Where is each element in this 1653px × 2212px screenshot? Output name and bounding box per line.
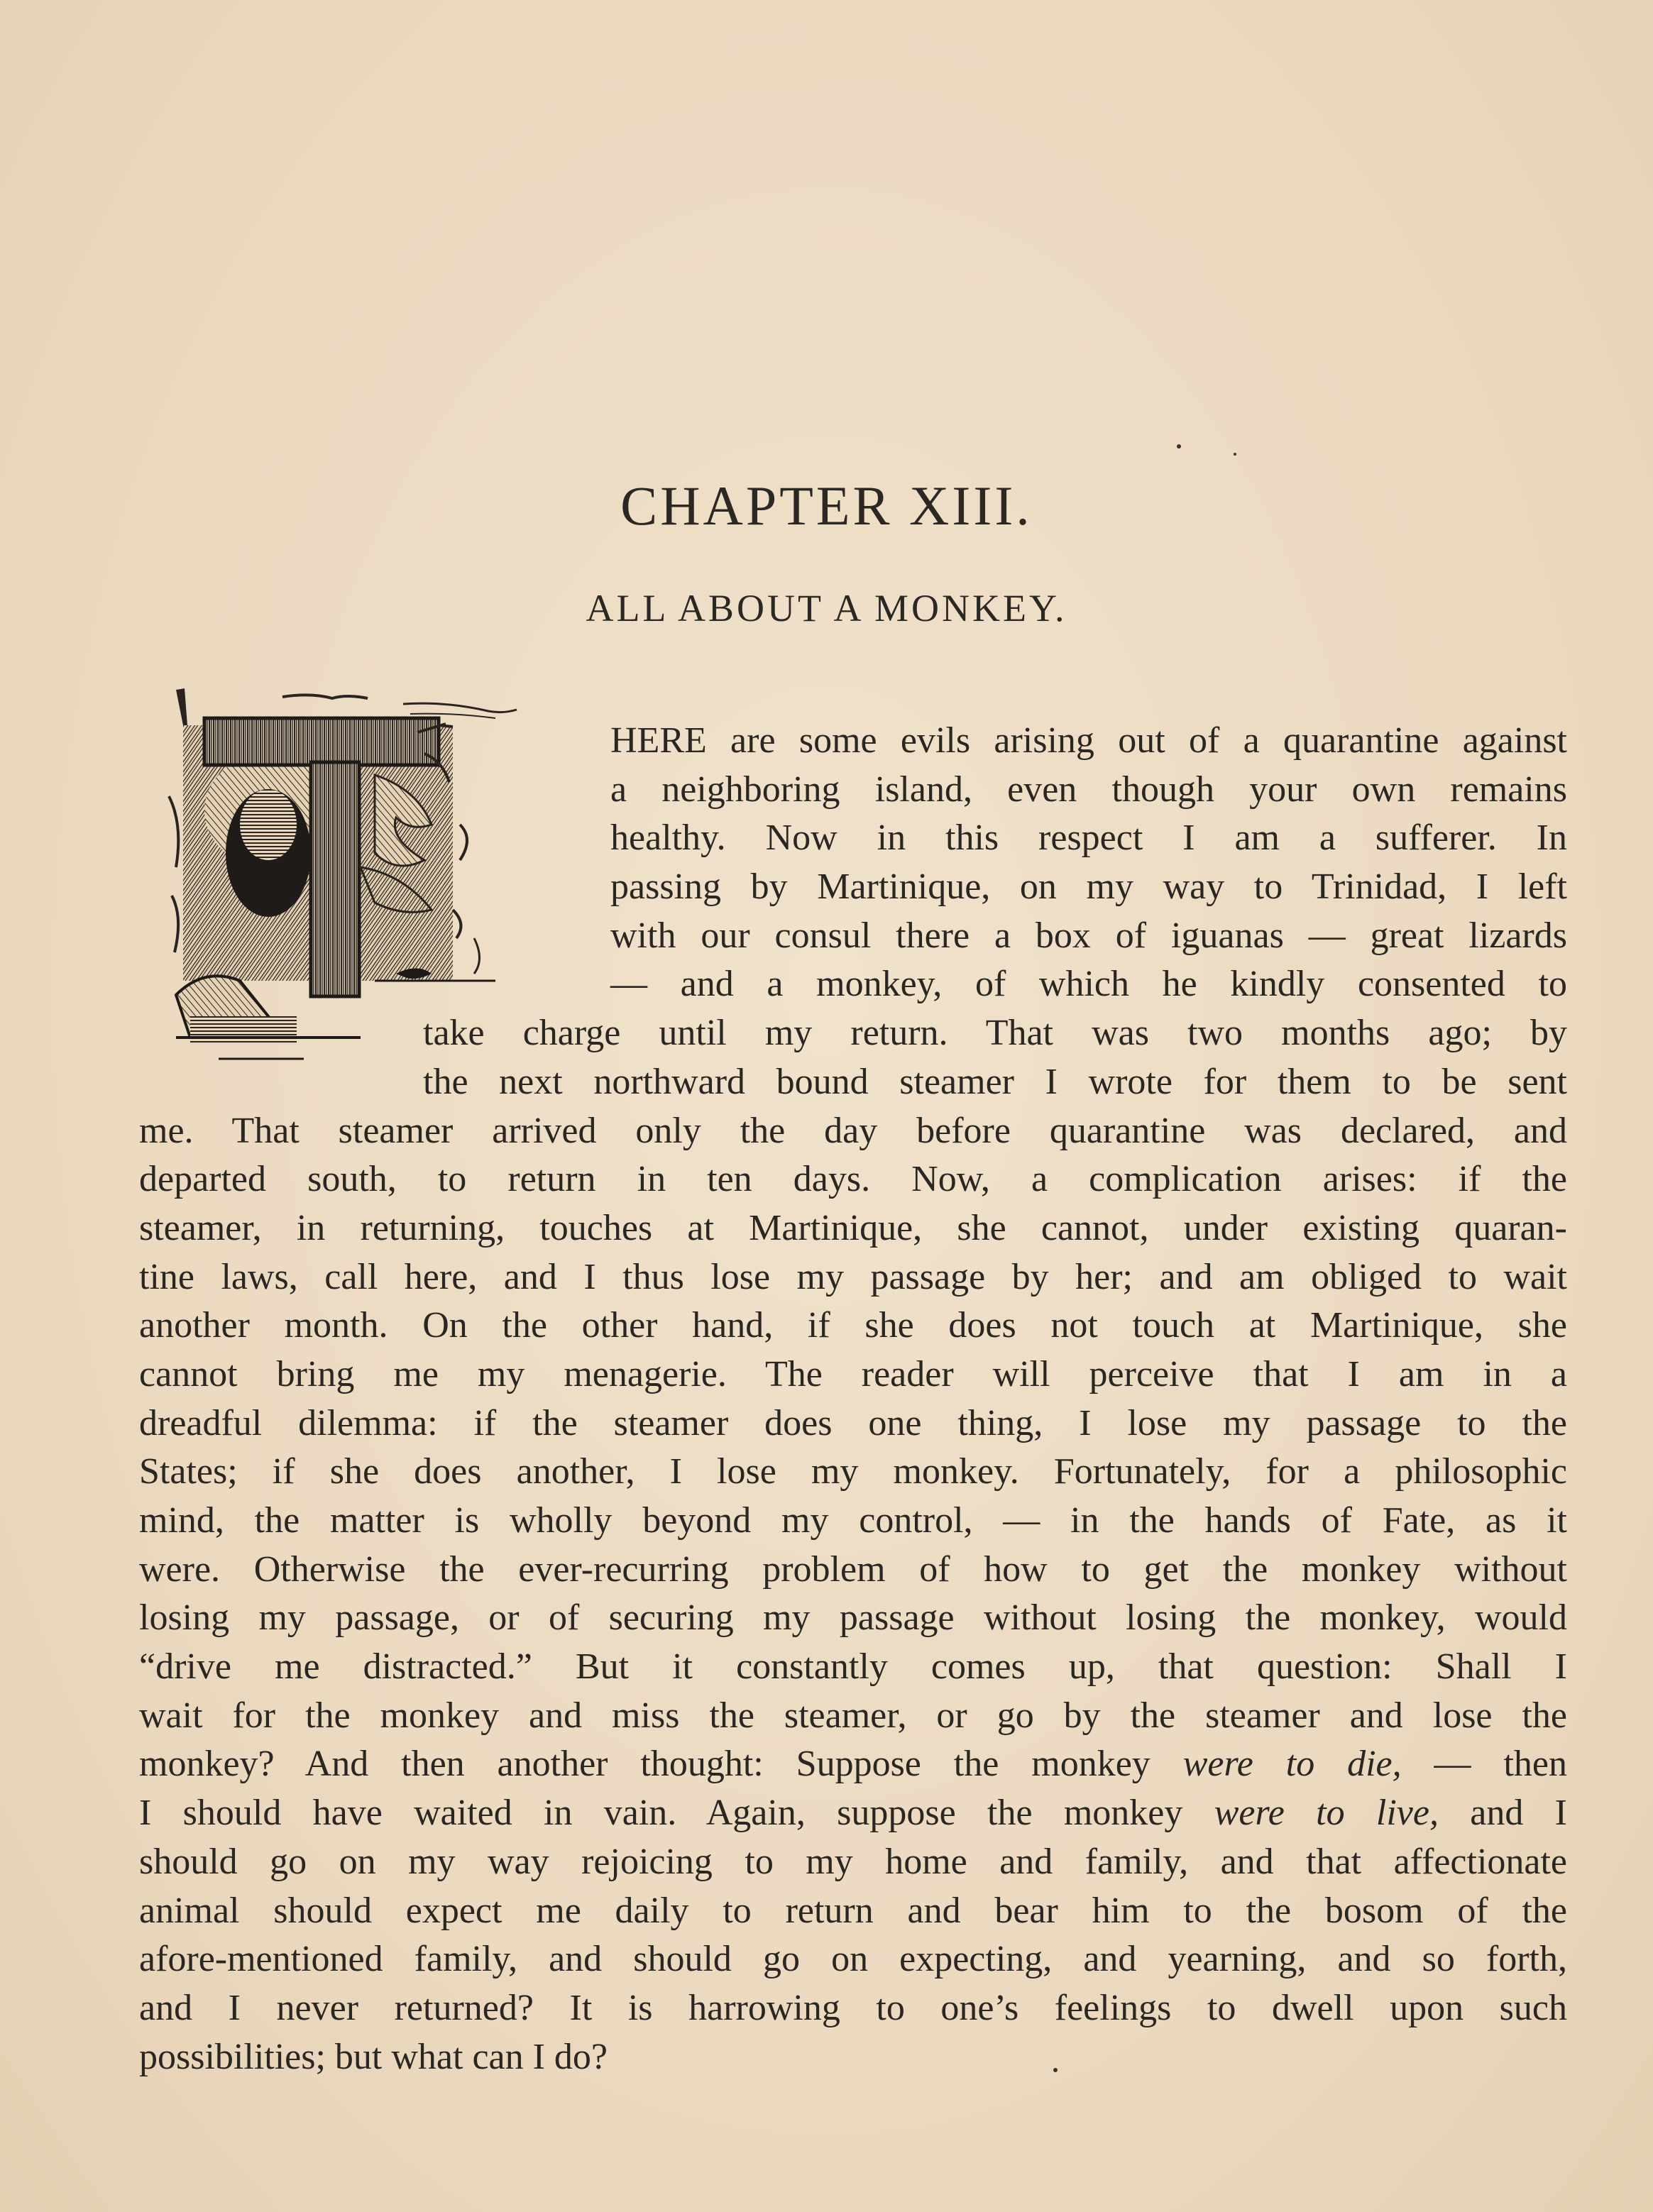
text-line: departed south, to return in ten days. Now, a complication arises: if the — [139, 1159, 1567, 1200]
text-fragment: and I — [1438, 1793, 1567, 1834]
chapter-title: ALL ABOUT A MONKEY. — [586, 587, 1067, 629]
text-line: HERE are some evils arising out of a quarantine against — [610, 720, 1567, 761]
text-line: with our consul there a box of iguanas — great lizards — [610, 915, 1567, 956]
text-line: animal should expect me daily to return and bear him to the bosom of the — [139, 1890, 1567, 1931]
text-line: steamer, in returning, touches at Martinique, she cannot, under existing quaran- — [139, 1207, 1567, 1248]
text-line: passing by Martinique, on my way to Trinidad, I left — [610, 866, 1567, 908]
text-fragment: — then — [1401, 1744, 1567, 1785]
paper-speck — [1053, 2068, 1058, 2072]
text-line: States; if she does another, I lose my monkey. Fortunately, for a philosophic — [139, 1451, 1567, 1492]
text-line: another month. On the other hand, if she does not touch at Martinique, she — [139, 1305, 1567, 1346]
text-line: losing my passage, or of securing my passage without losing the monkey, would — [139, 1597, 1567, 1639]
text-line — [139, 1789, 1567, 1838]
chapter-heading: CHAPTER XIII. — [620, 475, 1033, 537]
chapter-text — [139, 717, 1567, 2081]
text-line: dreadful dilemma: if the steamer does one thing, I lose my passage to the — [139, 1402, 1567, 1443]
italic-phrase: were to live, — [1214, 1793, 1439, 1834]
text-line: tine laws, call here, and I thus lose my passage by her; and am obliged to wait — [139, 1256, 1567, 1297]
text-line: healthy. Now in this respect I am a sufferer. In — [610, 818, 1567, 859]
text-line: cannot bring me my menagerie. The reader will perceive that I am in a — [139, 1353, 1567, 1394]
text-line: and I never returned? It is harrowing to one’s feelings to dwell upon such — [139, 1987, 1567, 2028]
text-line: afore-mentioned family, and should go on expecting, and yearning, and so forth, — [139, 1939, 1567, 1980]
text-line: “drive me distracted.” But it constantly comes up, that question: Shall I — [139, 1646, 1567, 1688]
text-line: should go on my way rejoicing to my home and family, and that affectionate — [139, 1841, 1567, 1882]
text-line: — and a monkey, of which he kindly consented to — [610, 964, 1567, 1005]
text-line: me. That steamer arrived only the day before quarantine was declared, and — [139, 1110, 1567, 1151]
text-line — [139, 1740, 1567, 1789]
paper-speck — [1177, 444, 1181, 449]
text-line: a neighboring island, even though your own remains — [610, 769, 1567, 810]
text-line: mind, the matter is wholly beyond my control, — in the hands of Fate, as it — [139, 1500, 1567, 1541]
text-fragment: monkey? And then another thought: Suppose the monkey — [139, 1744, 1183, 1785]
text-line: possibilities; but what can I do? — [139, 2036, 608, 2077]
text-fragment: I should have waited in vain. Again, suppose the monkey — [139, 1793, 1214, 1834]
italic-phrase: were to die, — [1182, 1744, 1402, 1785]
paper-speck — [1234, 453, 1236, 456]
text-line: wait for the monkey and miss the steamer, or go by the steamer and lose the — [139, 1695, 1567, 1736]
text-line: take charge until my return. That was two months ago; by — [423, 1013, 1567, 1054]
text-line: were. Otherwise the ever-recurring problem of how to get the monkey without — [139, 1548, 1567, 1590]
text-line: the next northward bound steamer I wrote for them to be sent — [423, 1061, 1567, 1102]
